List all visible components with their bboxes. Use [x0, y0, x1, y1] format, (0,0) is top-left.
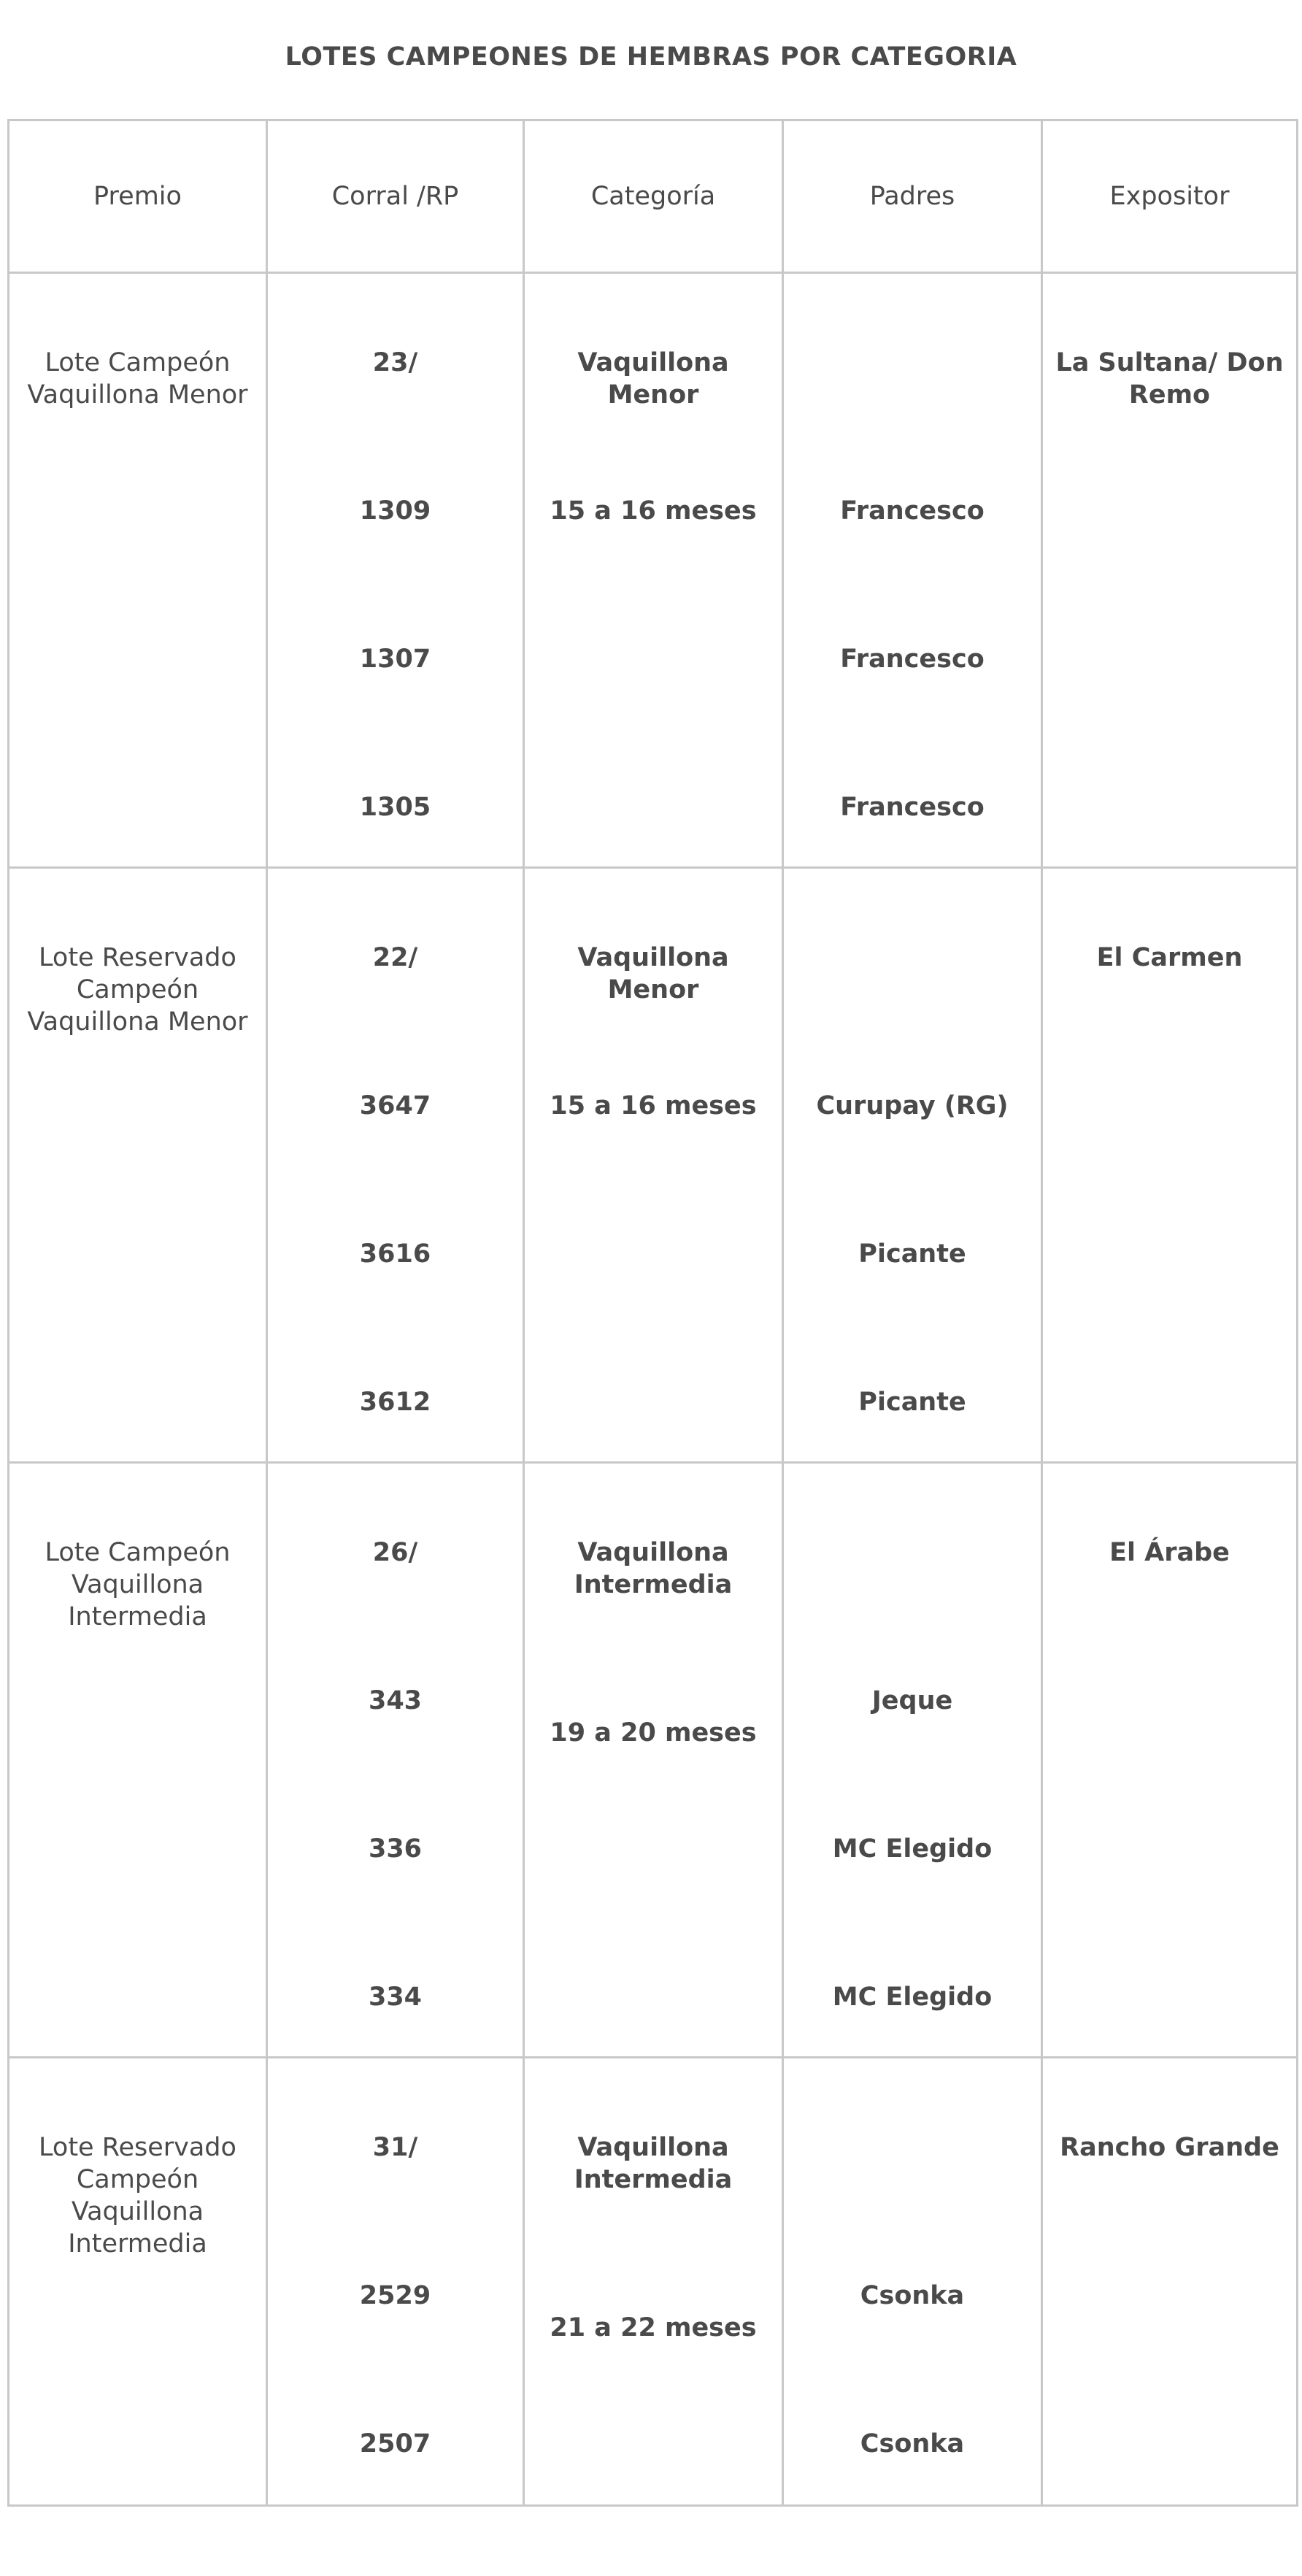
padre-name: Francesco [840, 645, 985, 674]
padre-name: Jeque [871, 1686, 953, 1715]
rp-number: 2507 [359, 2429, 431, 2458]
corral-number: 26/ [372, 1538, 418, 1567]
cell-expositor [1042, 2058, 1298, 2506]
padre-name: Csonka [860, 2429, 965, 2458]
padre-name: Francesco [840, 793, 985, 822]
table-row [9, 1463, 1298, 2058]
rp-number: 1309 [359, 496, 431, 526]
rp-number: 1307 [359, 645, 431, 674]
premio-label: Lote Campeón Vaquillona Intermedia [45, 1538, 231, 1631]
edad-label: 15 a 16 meses [550, 496, 757, 526]
rp-number: 3612 [359, 1388, 431, 1417]
cell-padres [783, 868, 1042, 1463]
cell-premio [9, 2058, 267, 2506]
corral-number: 23/ [372, 348, 418, 377]
cell-premio [9, 1463, 267, 2058]
padres-spacer [784, 2131, 1041, 2280]
table-row [9, 2058, 1298, 2506]
cell-corral-rp [267, 1463, 524, 2058]
table-header-row [9, 120, 1298, 273]
expositor-name: La Sultana/ Don Remo [1055, 348, 1284, 410]
cell-expositor [1042, 1463, 1298, 2058]
expositor-name: El Carmen [1096, 943, 1243, 972]
categoria-label: Vaquillona Intermedia [574, 2133, 733, 2194]
header-padres: Padres [783, 120, 1042, 273]
premio-label: Lote Reservado Campeón Vaquillona Intermedia [39, 2133, 236, 2258]
cell-categoria [524, 273, 783, 868]
rp-number: 3616 [359, 1239, 431, 1269]
cell-categoria [524, 868, 783, 1463]
padre-name: Francesco [840, 496, 985, 526]
rp-number: 334 [368, 1983, 423, 2012]
cell-corral-rp [267, 273, 524, 868]
table-row [9, 273, 1298, 868]
categoria-label: Vaquillona Menor [577, 348, 729, 410]
expositor-name: Rancho Grande [1060, 2133, 1279, 2162]
padres-spacer [784, 347, 1041, 495]
padre-name: Picante [858, 1388, 966, 1417]
cell-padres [783, 2058, 1042, 2506]
cell-categoria [524, 2058, 783, 2506]
rp-number: 343 [368, 1686, 423, 1715]
table-row [9, 868, 1298, 1463]
edad-label: 21 a 22 meses [550, 2313, 757, 2342]
categoria-label: Vaquillona Intermedia [574, 1538, 733, 1599]
padre-name: MC Elegido [832, 1983, 993, 2012]
categoria-label: Vaquillona Menor [577, 943, 729, 1004]
header-expositor: Expositor [1042, 120, 1298, 273]
edad-label: 19 a 20 meses [550, 1718, 757, 1748]
page-title: LOTES CAMPEONES DE HEMBRAS POR CATEGORIA [285, 42, 1017, 72]
padres-spacer [784, 942, 1041, 1090]
rp-number: 2529 [359, 2281, 431, 2310]
cell-padres [783, 273, 1042, 868]
cell-expositor [1042, 273, 1298, 868]
header-premio: Premio [9, 120, 267, 273]
premio-label: Lote Campeón Vaquillona Menor [27, 348, 248, 410]
padre-name: MC Elegido [832, 1834, 993, 1864]
cell-expositor [1042, 868, 1298, 1463]
header-categoria: Categoría [524, 120, 783, 273]
premio-label: Lote Reservado Campeón Vaquillona Menor [27, 943, 248, 1037]
corral-number: 22/ [372, 943, 418, 972]
cell-categoria [524, 1463, 783, 2058]
corral-number: 31/ [372, 2133, 418, 2162]
cell-corral-rp [267, 2058, 524, 2506]
cell-corral-rp [267, 868, 524, 1463]
padre-name: Csonka [860, 2281, 965, 2310]
champions-table [7, 119, 1298, 2507]
rp-number: 3647 [359, 1091, 431, 1120]
padre-name: Curupay (RG) [816, 1091, 1009, 1120]
padres-spacer [784, 1537, 1041, 1685]
padre-name: Picante [858, 1239, 966, 1269]
edad-label: 15 a 16 meses [550, 1091, 757, 1120]
cell-premio [9, 868, 267, 1463]
cell-premio [9, 273, 267, 868]
header-corral-rp: Corral /RP [267, 120, 524, 273]
expositor-name: El Árabe [1109, 1538, 1230, 1567]
cell-padres [783, 1463, 1042, 2058]
rp-number: 336 [368, 1834, 423, 1864]
rp-number: 1305 [359, 793, 431, 822]
